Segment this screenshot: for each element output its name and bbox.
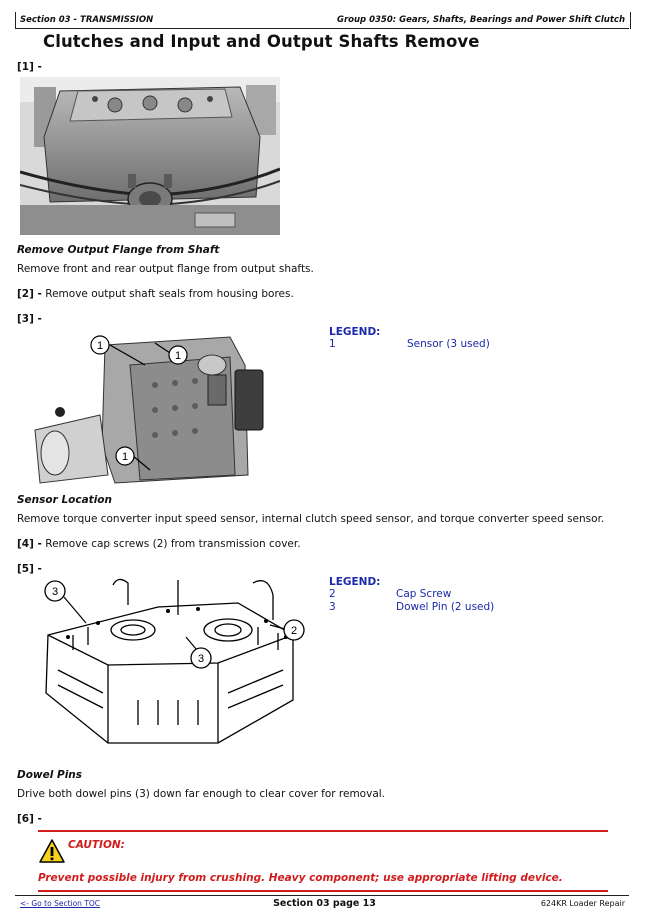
step-6-label: [6] - xyxy=(17,813,42,825)
figure-2-text: Remove torque converter input speed sensor, internal clutch speed sensor, and torque converter speed sensor. xyxy=(17,513,605,525)
step-3-label: [3] - xyxy=(17,313,42,325)
callout-1c xyxy=(116,447,134,465)
legend-num: 2 xyxy=(329,588,336,600)
page-title: Clutches and Input and Output Shafts Remove xyxy=(43,32,480,51)
legend-sensor xyxy=(329,326,549,351)
figure-dowel-pins xyxy=(38,575,308,750)
step-4-text: Remove cap screws (2) from transmission cover. xyxy=(45,538,301,550)
caution-text: Prevent possible injury from crushing. Heavy component; use appropriate lifting device. xyxy=(38,872,563,884)
svg-text:2: 2 xyxy=(290,625,298,637)
callout-2 xyxy=(284,620,304,640)
figure-3-caption: Dowel Pins xyxy=(17,769,83,781)
callout-3b xyxy=(191,648,211,668)
figure-2-caption: Sensor Location xyxy=(17,494,112,506)
footer-rule xyxy=(15,895,629,896)
step-4 xyxy=(17,538,301,550)
header-group: Group 0350: Gears, Shafts, Bearings and Power Shift Clutch xyxy=(336,15,625,25)
svg-text:3: 3 xyxy=(51,586,59,598)
svg-text:1: 1 xyxy=(96,340,104,352)
figure-1-caption: Remove Output Flange from Shaft xyxy=(17,244,220,256)
legend-num: 3 xyxy=(329,601,336,613)
legend-row xyxy=(329,588,549,601)
legend-dowel xyxy=(329,576,549,614)
svg-text:3: 3 xyxy=(197,653,205,665)
legend-label: Sensor (3 used) xyxy=(407,338,490,350)
callout-3a xyxy=(45,581,65,601)
page-number: Section 03 page 13 xyxy=(273,898,376,909)
legend-label: Cap Screw xyxy=(396,588,452,600)
svg-text:1: 1 xyxy=(174,350,182,362)
step-2 xyxy=(17,288,294,300)
step-2-text: Remove output shaft seals from housing bores. xyxy=(45,288,294,300)
header-section: Section 03 - TRANSMISSION xyxy=(20,15,154,25)
legend-heading: LEGEND: xyxy=(329,576,381,588)
figure-3-text: Drive both dowel pins (3) down far enough to clear cover for removal. xyxy=(17,788,386,800)
figure-sensor-location xyxy=(30,325,270,485)
callout-1b xyxy=(169,346,187,364)
manual-title: 624KR Loader Repair xyxy=(540,899,625,908)
legend-row xyxy=(329,601,549,614)
caution-rule-top xyxy=(38,830,608,832)
step-2-label: [2] - xyxy=(17,288,42,300)
caution-rule-bottom xyxy=(38,890,608,892)
callout-1a xyxy=(91,336,109,354)
legend-row xyxy=(329,338,549,351)
legend-num: 1 xyxy=(329,338,336,350)
figure-output-flange-photo xyxy=(20,77,280,235)
header-rule xyxy=(15,28,629,29)
step-4-label: [4] - xyxy=(17,538,42,550)
step-1-label: [1] - xyxy=(17,61,42,73)
figure-1-text: Remove front and rear output flange from output shafts. xyxy=(17,263,314,275)
legend-label: Dowel Pin (2 used) xyxy=(396,601,495,613)
step-5-label: [5] - xyxy=(17,563,42,575)
legend-heading: LEGEND: xyxy=(329,326,381,338)
svg-text:1: 1 xyxy=(121,451,129,463)
section-toc-link[interactable]: <- Go to Section TOC xyxy=(20,899,101,908)
caution-title: CAUTION: xyxy=(68,839,125,851)
warning-triangle-icon xyxy=(38,838,66,864)
